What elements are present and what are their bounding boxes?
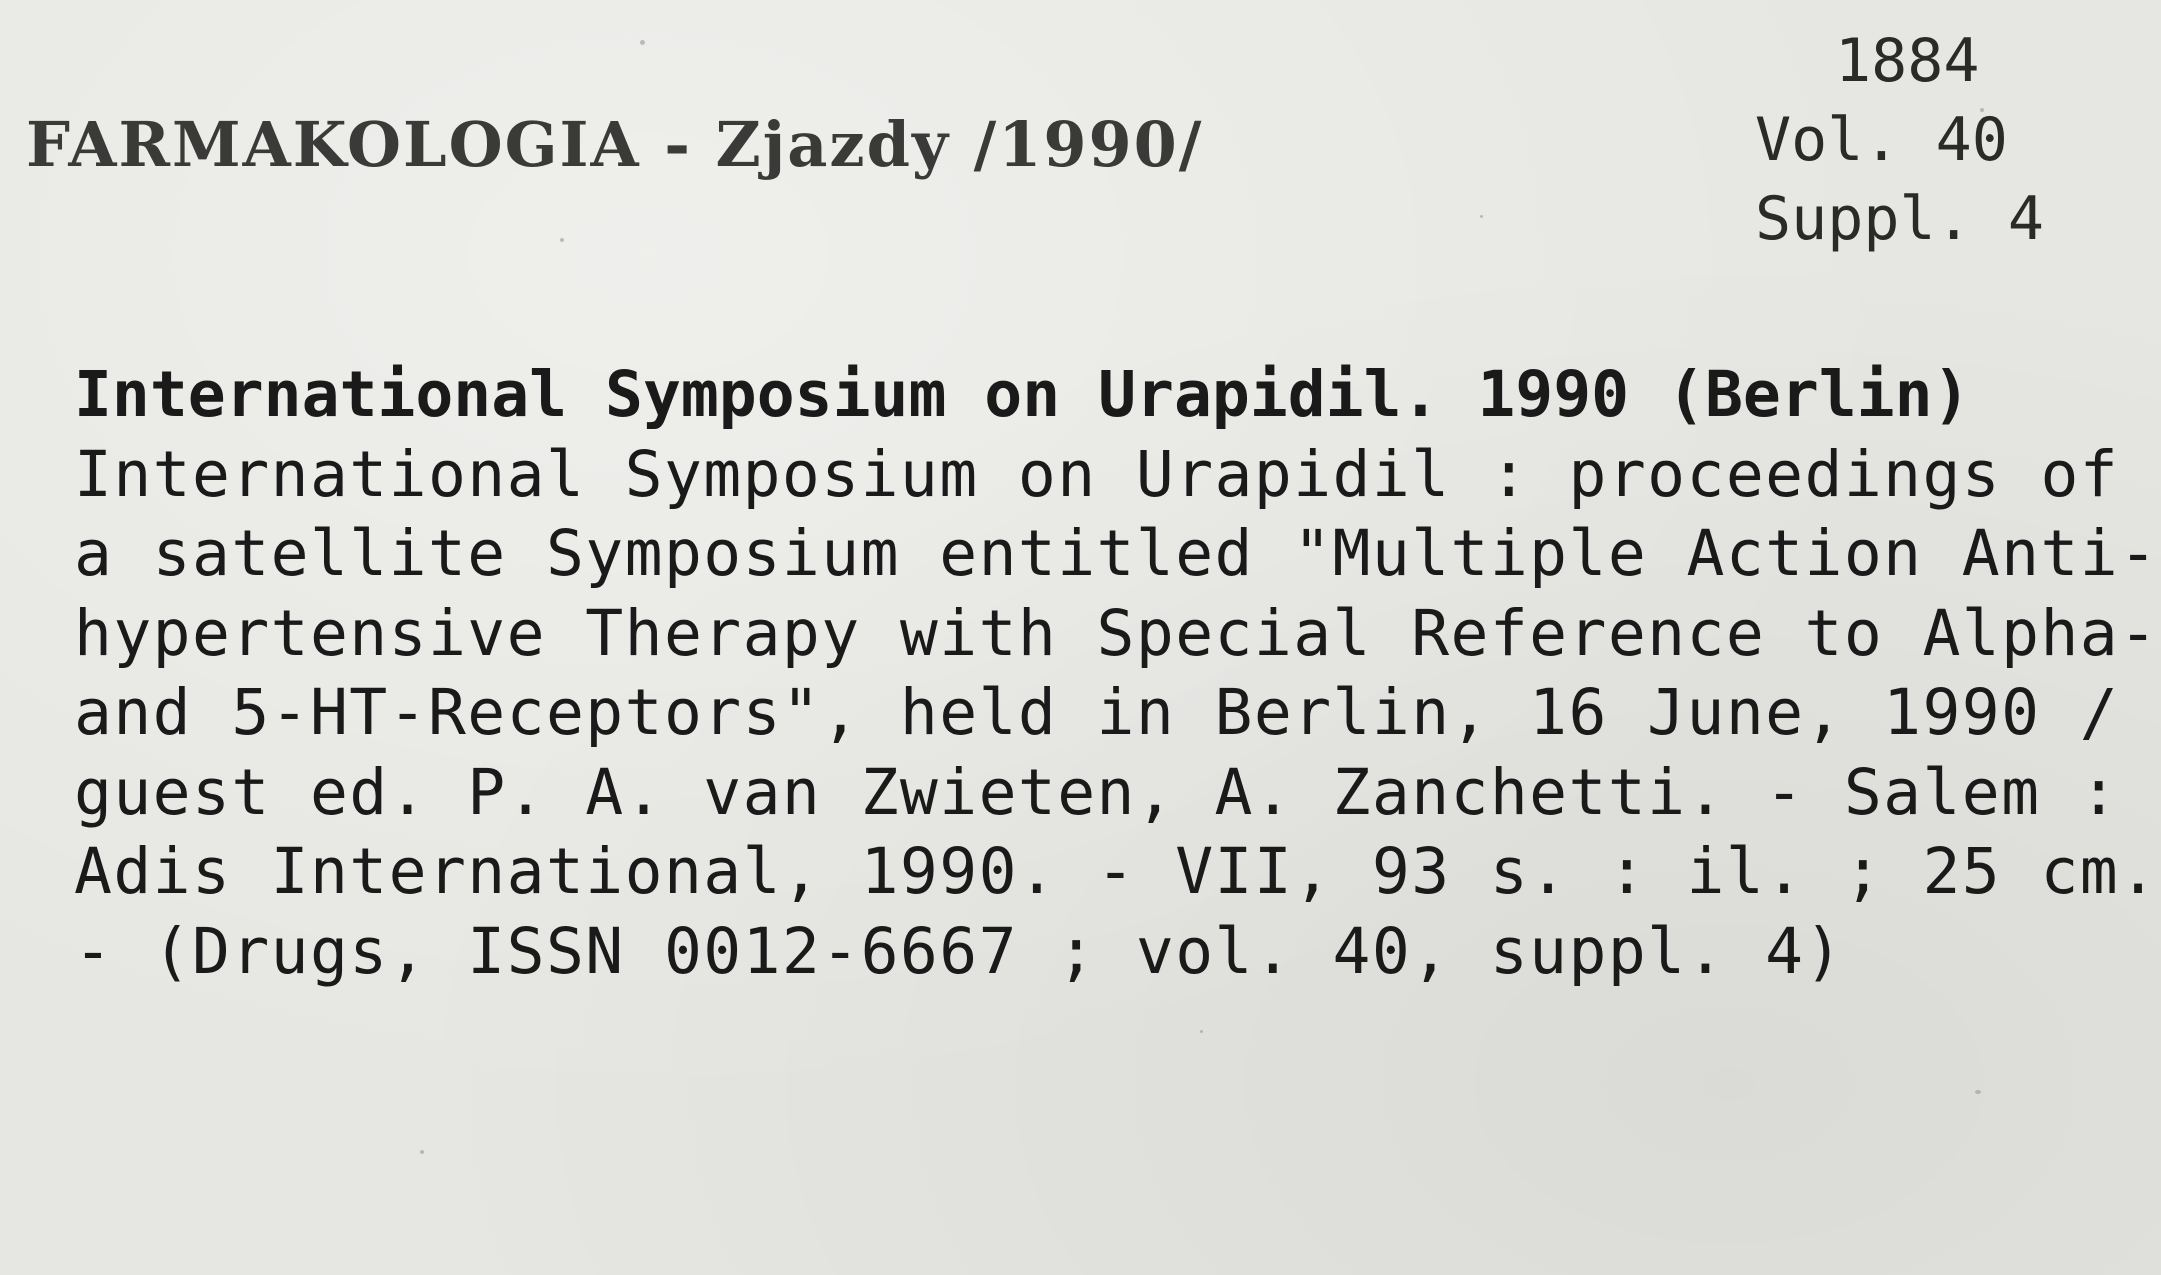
call-number xyxy=(1755,22,2055,259)
description-line: Adis International, 1990. - VII, 93 s. : il. ; 25 cm. xyxy=(74,835,2159,908)
description-line: International Symposium on Urapidil : proceedings of xyxy=(74,437,2120,511)
call-number-volume: Vol. 40 xyxy=(1755,105,2008,175)
call-number-supplement: Suppl. 4 xyxy=(1755,184,2044,254)
subject-heading: FARMAKOLOGIA - Zjazdy /1990/ xyxy=(26,108,1204,181)
paper-speck xyxy=(1975,1090,1981,1094)
description-line: hypertensive Therapy with Special Reference to Alpha- xyxy=(74,596,2159,670)
description-line: guest ed. P. A. van Zwieten, A. Zanchetti. - Salem : xyxy=(74,755,2120,829)
description-line: a satellite Symposium entitled "Multiple Action Anti- xyxy=(74,517,2159,590)
bibliographic-description xyxy=(74,355,2158,991)
description-line: and 5-HT-Receptors", held in Berlin, 16 June, 1990 / xyxy=(74,676,2120,749)
paper-speck xyxy=(1480,215,1483,218)
paper-speck xyxy=(640,40,645,45)
paper-speck xyxy=(420,1150,424,1154)
main-entry-heading: International Symposium on Urapidil. 1990 (Berlin) xyxy=(74,358,1971,431)
paper-speck xyxy=(560,238,564,242)
call-number-id: 1884 xyxy=(1835,26,1980,96)
paper-speck xyxy=(1200,1030,1203,1033)
description-line: - (Drugs, ISSN 0012-6667 ; vol. 40, suppl. 4) xyxy=(74,914,1844,988)
